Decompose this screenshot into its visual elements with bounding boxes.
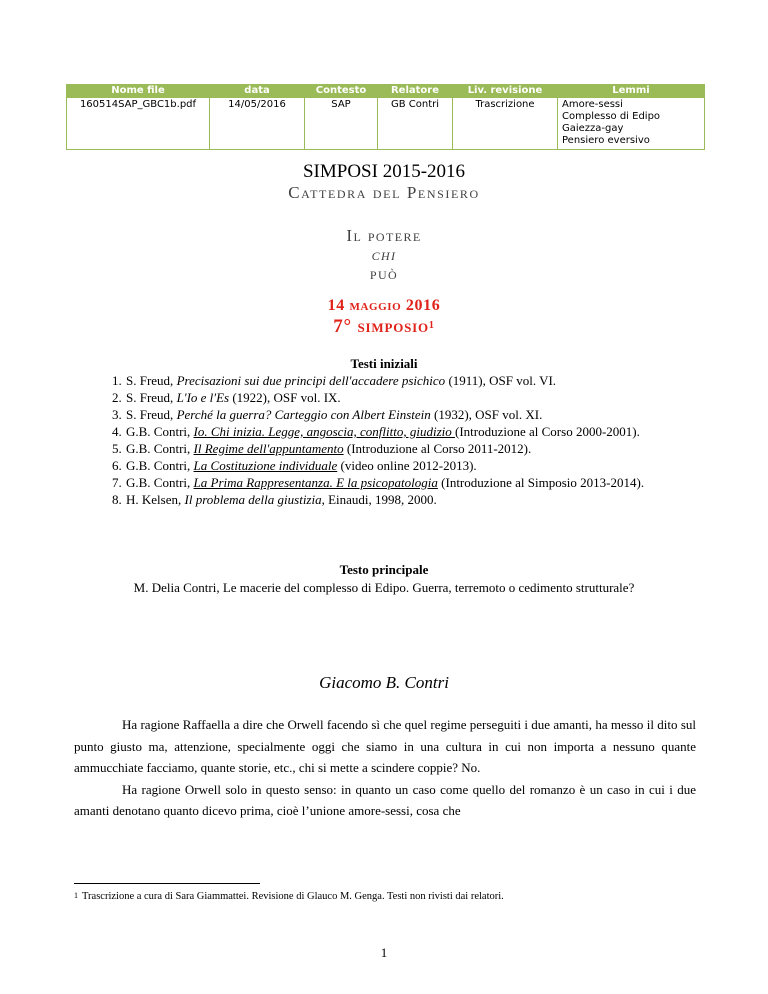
cell-lemmi (558, 98, 705, 150)
cattedra-subtitle: Cattedra del Pensiero (288, 183, 480, 202)
reference-item: 7. G.B. Contri, La Prima Rappresentanza. E la psicopatologia (Introduzione al Simposio 2013-2014). (112, 475, 645, 490)
footnote-text: Trascrizione a cura di Sara Giammattei. Revisione di Glauco M. Genga. Testi non rivisti dai relatori. (82, 891, 504, 902)
speaker-name: Giacomo B. Contri (319, 673, 449, 692)
footnote (74, 891, 504, 902)
lemma-item: Pensiero eversivo (562, 135, 650, 146)
paragraph: Ha ragione Orwell solo in questo senso: in quanto un caso come quello del romanzo è un caso in cui i due amanti denotano quanto dicevo prima, cioè l’unione amore-sessi, cosa che (74, 781, 696, 818)
simposio-label: 7° simposio (333, 316, 429, 337)
lemma-item: Amore-sessi (562, 99, 623, 110)
testo-principale-text: M. Delia Contri, Le macerie del complesso di Edipo. Guerra, terremoto o cedimento strutturale? (133, 580, 635, 595)
footnote-ref[interactable]: 1 (428, 320, 435, 331)
metadata-value-row (67, 98, 705, 150)
reference-item: 1. S. Freud, Precisazioni sui due principi dell'accadere psichico (1911), OSF vol. VI. (112, 373, 557, 388)
cell-file-name: 160514SAP_GBC1b.pdf (67, 98, 210, 150)
page-number: 1 (380, 945, 388, 960)
header-contesto: Contesto (305, 85, 378, 98)
testi-iniziali-heading: Testi iniziali (350, 356, 418, 371)
header-data: data (210, 85, 305, 98)
cell-speaker: GB Contri (378, 98, 453, 150)
cell-date: 14/05/2016 (210, 98, 305, 150)
metadata-table (66, 84, 705, 150)
puo-line: può (369, 264, 399, 283)
metadata-header-row (67, 85, 705, 98)
header-nome-file: Nome file (67, 85, 210, 98)
simposio-number (0, 316, 768, 338)
simposi-title: SIMPOSI 2015-2016 (302, 161, 466, 182)
reference-item: 8. H. Kelsen, Il problema della giustizia, Einaudi, 1998, 2000. (112, 492, 437, 507)
lemma-item: Complesso di Edipo (562, 111, 661, 122)
header-relatore: Relatore (378, 85, 453, 98)
footnote-mark: 1 (74, 891, 78, 900)
reference-link[interactable]: Il Regime dell'appuntamento (193, 441, 344, 456)
reference-item: 6. G.B. Contri, La Costituzione individuale (video online 2012-2013). (112, 458, 477, 473)
paragraph: Ha ragione Raffaella a dire che Orwell facendo sì che quel regime perseguiti i due amanti, ha messo il dito sul punto giusto ma, attenzione, specialmente oggi che siamo in una cultura in cui non importa a nessuno quante ammucchiate facciamo, quante storie, etc., chi si mette a scindere coppie? No. (74, 717, 696, 775)
header-lemmi: Lemmi (558, 85, 705, 98)
cell-context: SAP (305, 98, 378, 150)
reference-item: 2. S. Freud, L'Io e l'Es (1922), OSF vol. IX. (112, 390, 341, 405)
potere-title-block (0, 226, 768, 283)
reference-link[interactable]: La Prima Rappresentanza. E la psicopatologia (193, 475, 438, 490)
reference-item: 3. S. Freud, Perché la guerra? Carteggio con Albert Einstein (1932), OSF vol. XI. (112, 407, 543, 422)
lemma-item: Gaiezza-gay (562, 123, 624, 134)
transcript-body (74, 714, 696, 822)
header-liv-revisione: Liv. revisione (453, 85, 558, 98)
cell-revision: Trascrizione (453, 98, 558, 150)
reference-item: 5. G.B. Contri, Il Regime dell'appuntamento (Introduzione al Corso 2011-2012). (112, 441, 532, 456)
reference-item: 4. G.B. Contri, Io. Chi inizia. Legge, angoscia, conflitto, giudizio (Introduzione al Corso 2000-2001). (112, 424, 640, 439)
reference-link[interactable]: Io. Chi inizia. Legge, angoscia, conflitto, giudizio (193, 424, 455, 439)
testo-principale-heading: Testo principale (339, 562, 429, 577)
footnote-divider (74, 883, 260, 884)
reference-link[interactable]: La Costituzione individuale (193, 458, 338, 473)
event-date: 14 maggio 2016 (327, 297, 441, 314)
potere-line: Il potere (346, 226, 422, 245)
testi-iniziali-list (112, 372, 660, 508)
chi-line: chi (371, 245, 397, 264)
